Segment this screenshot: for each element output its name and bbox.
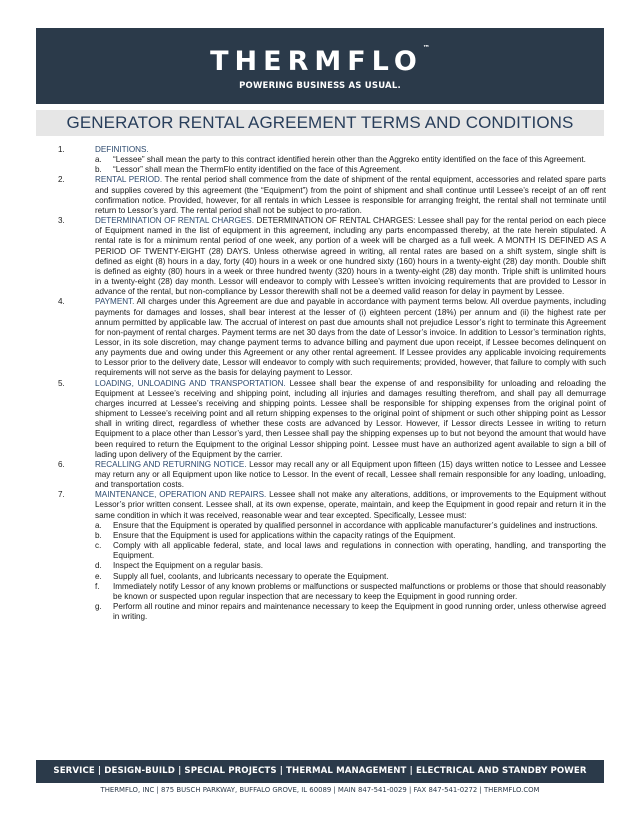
section-number: 6. (58, 459, 65, 469)
section-number: 4. (58, 297, 65, 307)
subsection-text: Immediately notify Lessor of any known problems or malfunctions or suspected malfunctions or problems or those that should reasonably be known or suspected upon regular inspection that are necessary to keep the Equipment in good running order. (113, 581, 606, 601)
subsection-letter: d. (95, 561, 102, 571)
section-text: Lessee shall bear the expense of and responsibility for unloading and reloading the Equipment at Lessee’s receiving and shipping point, including all injuries and damages resulting therefrom, and shall pay all demurrage charges incurred at Lessee’s receiving and shipping points. Lessee shall be responsible for shipping expenses from the original point of shipment to Lessee’s receiving point and all return shipping expenses to the original point of shipment or such other shipping point as Lessor shall in writing direct, regardless of whether these costs are advanced by Lessor. However, if Lessor directs Lessee in writing to return Equipment to a place other than Lessor’s yard, then Lessee shall pay the shipping expenses up to but not beyond the amount that would have been required to return the Equipment to the original Lessor shipping point. Lessee must have an authorized agent available to sign a bill of lading upon delivery of the Equipment by the carrier. (95, 378, 606, 459)
subsection-letter: g. (95, 602, 102, 612)
subsection-text: Supply all fuel, coolants, and lubricants necessary to operate the Equipment. (113, 571, 389, 581)
subsection-letter: b. (95, 530, 102, 540)
section-heading: LOADING, UNLOADING AND TRANSPORTATION. (95, 378, 286, 388)
subsection-g (95, 602, 606, 622)
section-heading: DEFINITIONS. (95, 145, 149, 154)
subsection-letter: c. (95, 541, 102, 551)
subsection-e (95, 572, 606, 582)
subsection-f (95, 582, 606, 602)
section-text: The rental period shall commence from the date of shipment of the rental equipment, accessories and related spare parts and supplies covered by this agreement (the “Equipment”) from the point of shipment and shall continue until Lessee’s receipt of an off rent confirmation notice. Provided, however, for all rentals in which Lessee is responsible for arranging freight, the rental shall not terminate until return to Lessor’s yard. The rental period shall not be subject to pro-ration. (95, 175, 606, 215)
subsection-a (95, 155, 606, 165)
section-5 (58, 379, 606, 460)
section-2 (58, 175, 606, 216)
section-heading: RECALLING AND RETURNING NOTICE. (95, 459, 247, 469)
footer-services-bar: SERVICE | DESIGN-BUILD | SPECIAL PROJECTS | THERMAL MANAGEMENT | ELECTRICAL AND STANDBY POWER (36, 760, 604, 783)
subsection-letter: a. (95, 520, 102, 530)
section-heading: DETERMINATION OF RENTAL CHARGES. (95, 216, 254, 226)
section-number: 1. (58, 145, 65, 154)
subsection-b (95, 165, 606, 175)
tagline: POWERING BUSINESS AS USUAL. (239, 81, 401, 91)
section-number: 2. (58, 175, 65, 185)
section-heading: RENTAL PERIOD. (95, 175, 163, 185)
subsection-a (95, 521, 606, 531)
company-logo: THERMFLO™ (210, 44, 430, 77)
section-1 (58, 145, 606, 175)
section-text: Lessor may recall any or all Equipment upon fifteen (15) days written notice to Lessee and Lessee may return any or all Equipment upon like notice to Lessor. In the event of recall, Lessee shall remain responsible for any loading, unloading, and transportation costs. (95, 459, 606, 490)
subsection-letter: f. (95, 581, 100, 591)
subsection-text: “Lessor” shall mean the ThermFlo entity identified on the face of this Agreement. (113, 165, 402, 175)
subsection-letter: b. (95, 165, 102, 175)
section-text: All charges under this Agreement are due and payable in accordance with payment terms below. All overdue payments, including payments for damages and losses, shall bear interest at the lesser of (i) eighteen percent (18%) per annum and (ii) the highest rate per annum permitted by applicable law. The accrual of interest on past due amounts shall not prejudice Lessor’s right to terminate this Agreement for non-payment of rental charges. Payment terms are net 30 days from the date of Lessor’s invoice. In addition to Lessor’s termination rights, Lessor, in its sole discretion, may change payment terms to advance billing and payment due upon receipt, if Lessee becomes delinquent on any payments due and owing under this Agreement or any other rental agreement. If Lessee provides any applicable invoicing requirements to Lessor prior to the delivery date, Lessor will endeavor to comply with such requirements; provided, however, that failure to comply with such requirements will not serve as the basis for delaying payment to Lessor. (95, 297, 606, 378)
section-number: 5. (58, 378, 65, 388)
subsection-text: Perform all routine and minor repairs and maintenance necessary to keep the Equipment in good running order, unless otherwise agreed in writing. (113, 602, 606, 622)
subsection-letter: e. (95, 571, 102, 581)
section-3 (58, 216, 606, 297)
section-number: 7. (58, 490, 65, 500)
subsection-c (95, 541, 606, 561)
section-6 (58, 460, 606, 490)
subsection-text: “Lessee” shall mean the party to this contract identified herein other than the Aggreko entity identified on the face of this Agreement. (113, 155, 586, 165)
section-heading: PAYMENT. (95, 297, 135, 307)
section-text: DETERMINATION OF RENTAL CHARGES: Lessee shall pay for the rental period on each piece of Equipment named in the list of equipment in this agreement, including any parts encompassed thereby, at the rate herein stipulated. A rental rate is for a minimum rental period of one week, any portion of a week will be charged as a full week. A MONTH IS DEFINED AS A PERIOD OF TWENTY-EIGHT (28) DAYS. Unless otherwise agreed in writing, all rental rates are based on a shift system, single shift is defined as eight (8) hours in a day, forty (40) hours in a week or one hundred sixty (160) hours in a twenty-eight (28) day month. Double shift is defined as eighty (80) hours in a week or three hundred twenty (320) hours in a twenty-eight (28) day month. Triple shift is unlimited hours in a twenty-eight (28) day month. Lessor will endeavor to comply with Lessee’s written invoicing requirements that are provided to Lessor in advance of the rental, but non-compliance by Lessor therewith shall not be a deemed valid reason for delay in payment by Lessee. (95, 216, 606, 297)
document-title: GENERATOR RENTAL AGREEMENT TERMS AND CONDITIONS (66, 113, 574, 132)
header-banner (36, 28, 604, 104)
section-4 (58, 297, 606, 378)
section-heading: MAINTENANCE, OPERATION AND REPAIRS. (95, 490, 267, 500)
subsection-letter: a. (95, 155, 102, 165)
subsection-text: Inspect the Equipment on a regular basis. (113, 561, 263, 571)
section-7 (58, 490, 606, 622)
subsection-text: Comply with all applicable federal, state, and local laws and regulations in connection with operating, handling, and transporting the Equipment. (113, 541, 606, 561)
section-text: Lessee shall not make any alterations, additions, or improvements to the Equipment without Lessor’s prior written consent. Lessee shall, at its own expense, operate, maintain, and keep the Equipment in good repair and return it in the same condition in which it was received, reasonable wear and tear excepted. Specifically, Lessee must: (95, 490, 606, 520)
terms-content (58, 145, 606, 622)
subsection-text: Ensure that the Equipment is operated by qualified personnel in accordance with applicable manufacturer’s guidelines and instructions. (113, 520, 598, 530)
title-bar (36, 110, 604, 136)
subsection-text: Ensure that the Equipment is used for applications within the capacity ratings of the Equipment. (113, 530, 456, 540)
section-number: 3. (58, 216, 65, 226)
subsection-d (95, 561, 606, 571)
footer-address: THERMFLO, INC | 875 BUSCH PARKWAY, BUFFALO GROVE, IL 60089 | MAIN 847-541-0029 | FAX 847-541-0272 | THERMFLO.COM (100, 786, 540, 794)
subsection-b (95, 531, 606, 541)
